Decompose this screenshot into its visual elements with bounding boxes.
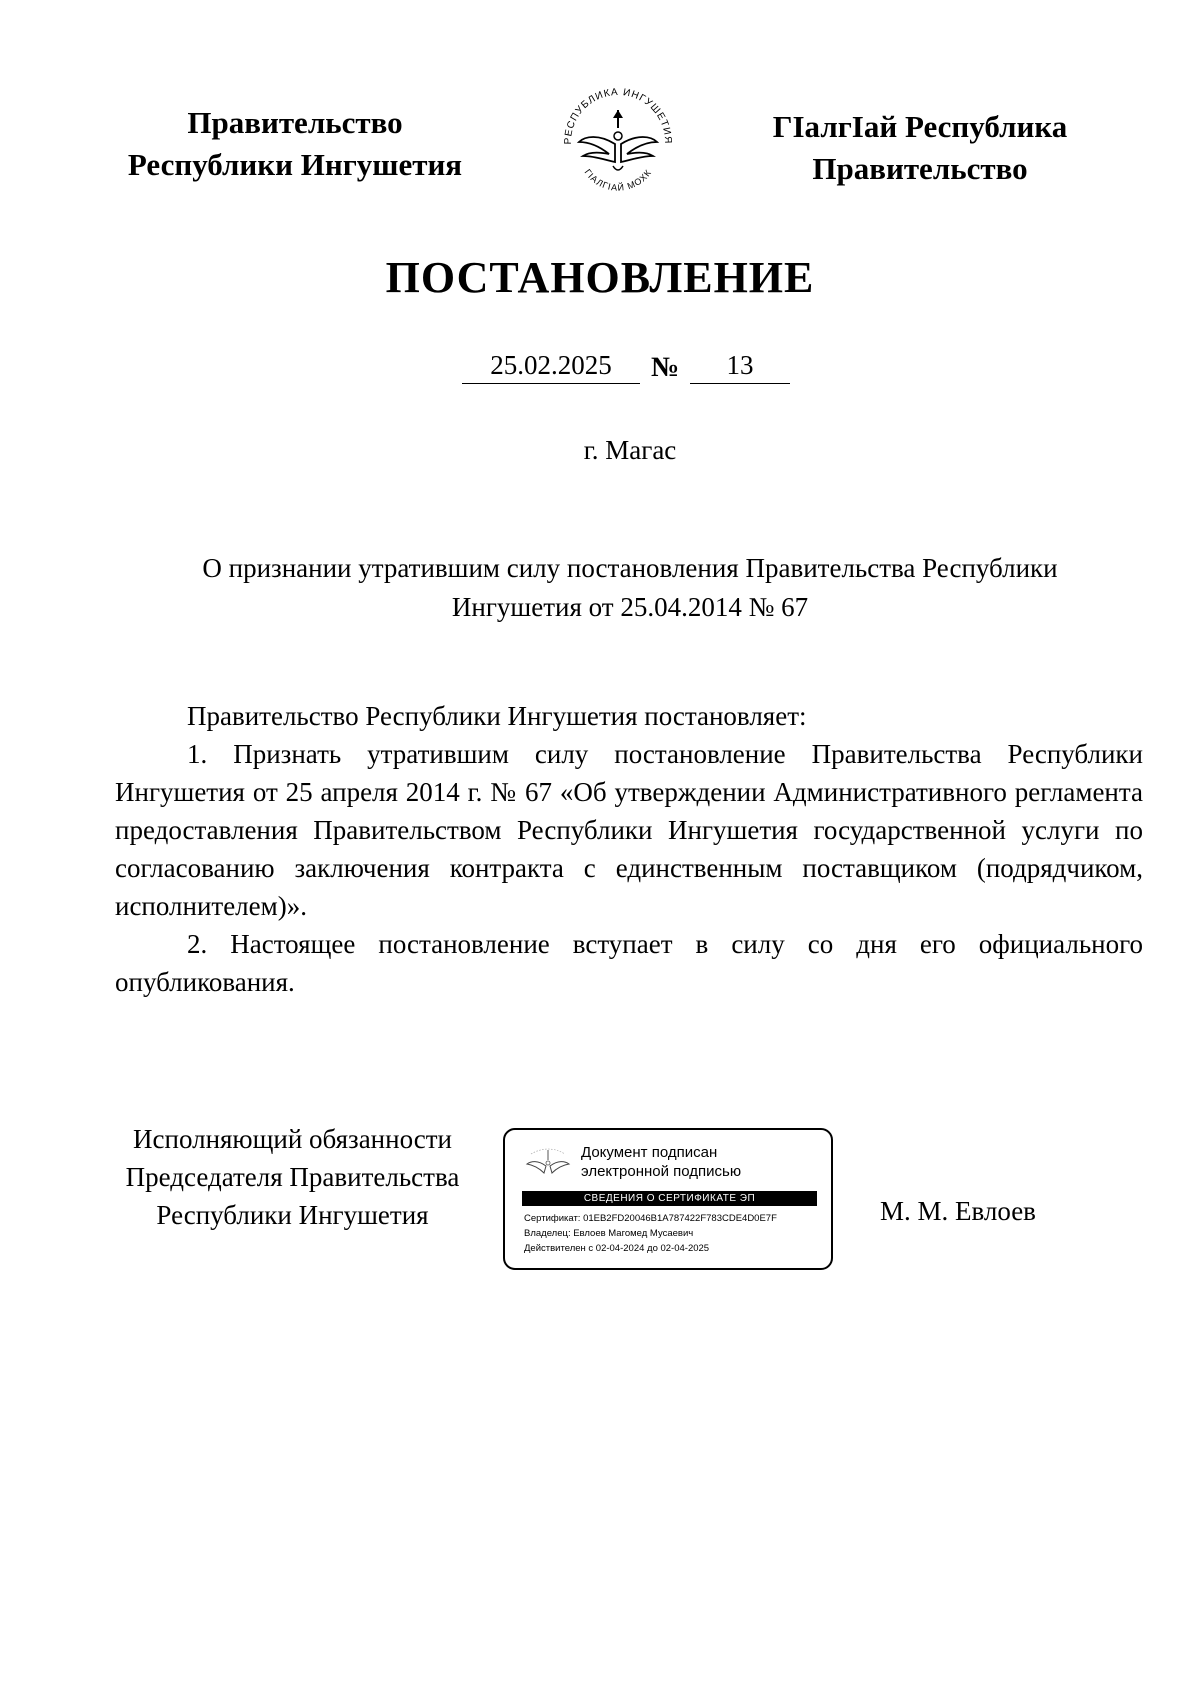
stamp-certificate-header: СВЕДЕНИЯ О СЕРТИФИКАТЕ ЭП [522, 1191, 817, 1206]
coat-of-arms-icon [549, 70, 687, 208]
number-sign: № [651, 352, 680, 383]
stamp-title [581, 1143, 741, 1181]
issuer-name-russian [95, 102, 495, 186]
emblem-text-bottom: ГIАЛГIАЙ МОХК [582, 167, 654, 193]
signatory-title-line-2: Председателя Правительства [125, 1162, 460, 1192]
issuer-ingush-line-2: Правительство [812, 151, 1028, 186]
issuer-line-2: Республики Ингушетия [127, 147, 463, 182]
svg-text:ГIАЛГIАЙ МОХК [582, 167, 653, 193]
stamp-title-line-2: электронной подписью [581, 1163, 742, 1180]
issuer-line-1: Правительство [187, 105, 403, 140]
signer-name: М. М. Евлоев [880, 1196, 1036, 1226]
signatory-title-line-3: Республики Ингушетия [156, 1200, 429, 1230]
electronic-signature-stamp [503, 1128, 833, 1270]
document-body [115, 697, 1143, 1001]
body-item-1: 1. Признать утратившим силу постановление Правительства Республики Ингушетия от 25 апреля 2014 г. № 67 «Об утверждении Административного регламента предоставления Правительством Республики Ингушетия государственной услуги по согласованию заключения контракта с единственным поставщиком (подрядчиком, исполнителем)». [115, 739, 1143, 921]
body-preamble: Правительство Республики Ингушетия постановляет: [187, 701, 807, 731]
document-city: г. Магас [583, 435, 677, 465]
stamp-certificate: Сертификат: 01EB2FD20046B1A787422F783CDE4D0E7F [524, 1213, 777, 1224]
issuer-name-ingush [735, 106, 1105, 190]
document-date: 25.02.2025 [462, 350, 640, 384]
stamp-owner: Владелец: Евлоев Магомед Мусаевич [524, 1228, 694, 1239]
signatory-title [110, 1120, 475, 1234]
document-subject [170, 549, 1090, 627]
signatory-title-line-1: Исполняющий обязанности [133, 1124, 452, 1154]
stamp-validity: Действителен с 02-04-2024 до 02-04-2025 [524, 1243, 710, 1254]
issuer-ingush-line-1: ГIалгIай Республика [772, 109, 1068, 144]
document-type: ПОСТАНОВЛЕНИЕ [385, 253, 815, 302]
emblem-text-top: РЕСПУБЛИКА ИНГУШЕТИЯ [562, 86, 674, 145]
subject-line-1: О признании утратившим силу постановления Правительства Республики [202, 553, 1058, 583]
stamp-emblem-icon [523, 1144, 573, 1186]
stamp-certificate-details [524, 1211, 777, 1256]
stamp-title-line-1: Документ подписан [581, 1144, 718, 1161]
body-item-2: 2. Настоящее постановление вступает в силу со дня его официального опубликования. [115, 929, 1143, 997]
subject-line-2: Ингушетия от 25.04.2014 № 67 [451, 592, 809, 622]
document-number: 13 [690, 350, 790, 384]
